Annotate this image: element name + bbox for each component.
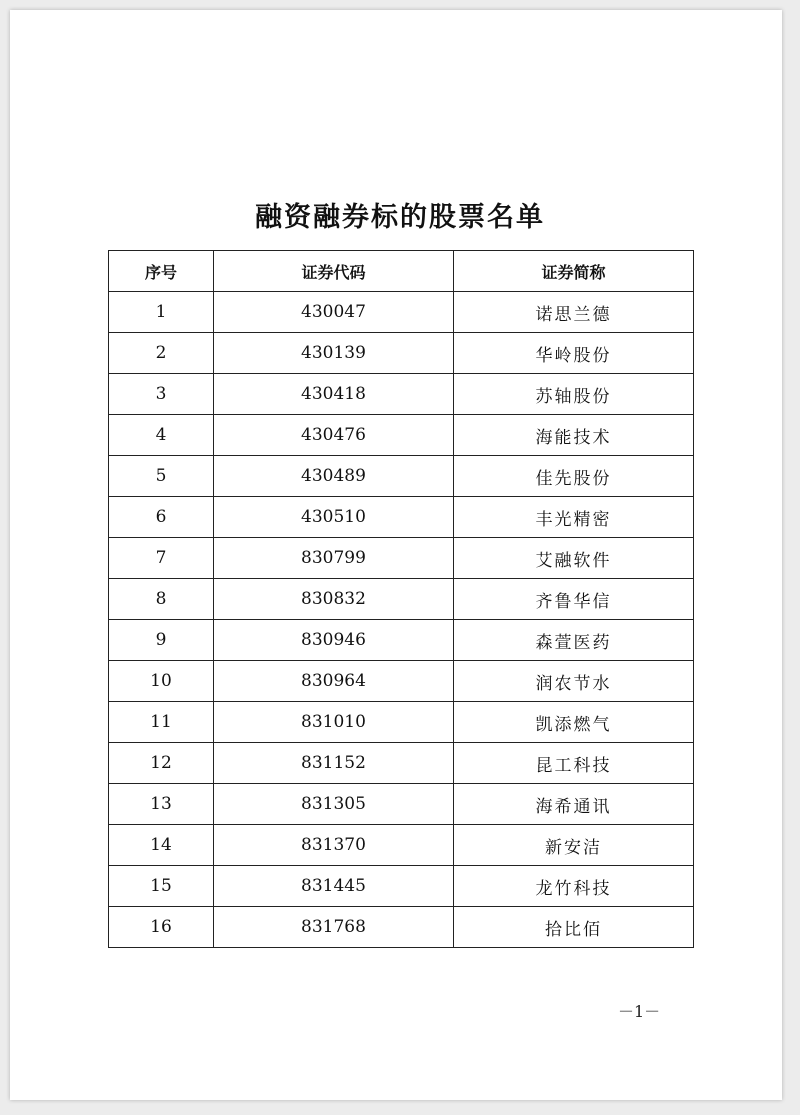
table-row [109,579,694,620]
cell-name: 诺思兰德 [454,292,694,333]
cell-code: 830946 [214,620,454,661]
table-row [109,743,694,784]
table-row [109,333,694,374]
cell-index: 4 [109,415,214,456]
cell-code: 831010 [214,702,454,743]
table-row [109,374,694,415]
table-row [109,415,694,456]
table-row [109,661,694,702]
table-row [109,620,694,661]
cell-code: 430418 [214,374,454,415]
table-row [109,497,694,538]
table-row [109,456,694,497]
cell-code: 830832 [214,579,454,620]
table-row [109,292,694,333]
table-header-row [109,251,694,292]
cell-index: 6 [109,497,214,538]
cell-name: 新安洁 [454,825,694,866]
cell-index: 8 [109,579,214,620]
cell-name: 森萱医药 [454,620,694,661]
cell-index: 3 [109,374,214,415]
cell-index: 10 [109,661,214,702]
cell-code: 831152 [214,743,454,784]
cell-code: 430476 [214,415,454,456]
cell-code: 831305 [214,784,454,825]
column-header-code: 证券代码 [214,251,454,292]
cell-name: 润农节水 [454,661,694,702]
cell-name: 海能技术 [454,415,694,456]
cell-code: 830799 [214,538,454,579]
cell-name: 昆工科技 [454,743,694,784]
cell-index: 12 [109,743,214,784]
cell-index: 11 [109,702,214,743]
table-row [109,702,694,743]
cell-index: 9 [109,620,214,661]
page-number: －1－ [618,1002,661,1021]
cell-name: 苏轴股份 [454,374,694,415]
stock-list-table [108,250,694,948]
cell-index: 2 [109,333,214,374]
cell-code: 430489 [214,456,454,497]
cell-index: 16 [109,907,214,948]
table-row [109,825,694,866]
table-row [109,784,694,825]
cell-code: 430139 [214,333,454,374]
column-header-index: 序号 [109,251,214,292]
cell-name: 佳先股份 [454,456,694,497]
cell-code: 830964 [214,661,454,702]
cell-name: 艾融软件 [454,538,694,579]
cell-code: 831768 [214,907,454,948]
cell-index: 7 [109,538,214,579]
cell-index: 1 [109,292,214,333]
cell-name: 凯添燃气 [454,702,694,743]
cell-index: 15 [109,866,214,907]
cell-name: 丰光精密 [454,497,694,538]
cell-index: 13 [109,784,214,825]
cell-code: 831445 [214,866,454,907]
table-row [109,538,694,579]
table-row [109,907,694,948]
document-title: 融资融券标的股票名单 [255,202,545,233]
cell-name: 华岭股份 [454,333,694,374]
cell-index: 14 [109,825,214,866]
cell-name: 拾比佰 [454,907,694,948]
cell-code: 430047 [214,292,454,333]
table-row [109,866,694,907]
column-header-name: 证券简称 [454,251,694,292]
cell-name: 齐鲁华信 [454,579,694,620]
cell-index: 5 [109,456,214,497]
cell-name: 龙竹科技 [454,866,694,907]
cell-code: 831370 [214,825,454,866]
cell-name: 海希通讯 [454,784,694,825]
cell-code: 430510 [214,497,454,538]
